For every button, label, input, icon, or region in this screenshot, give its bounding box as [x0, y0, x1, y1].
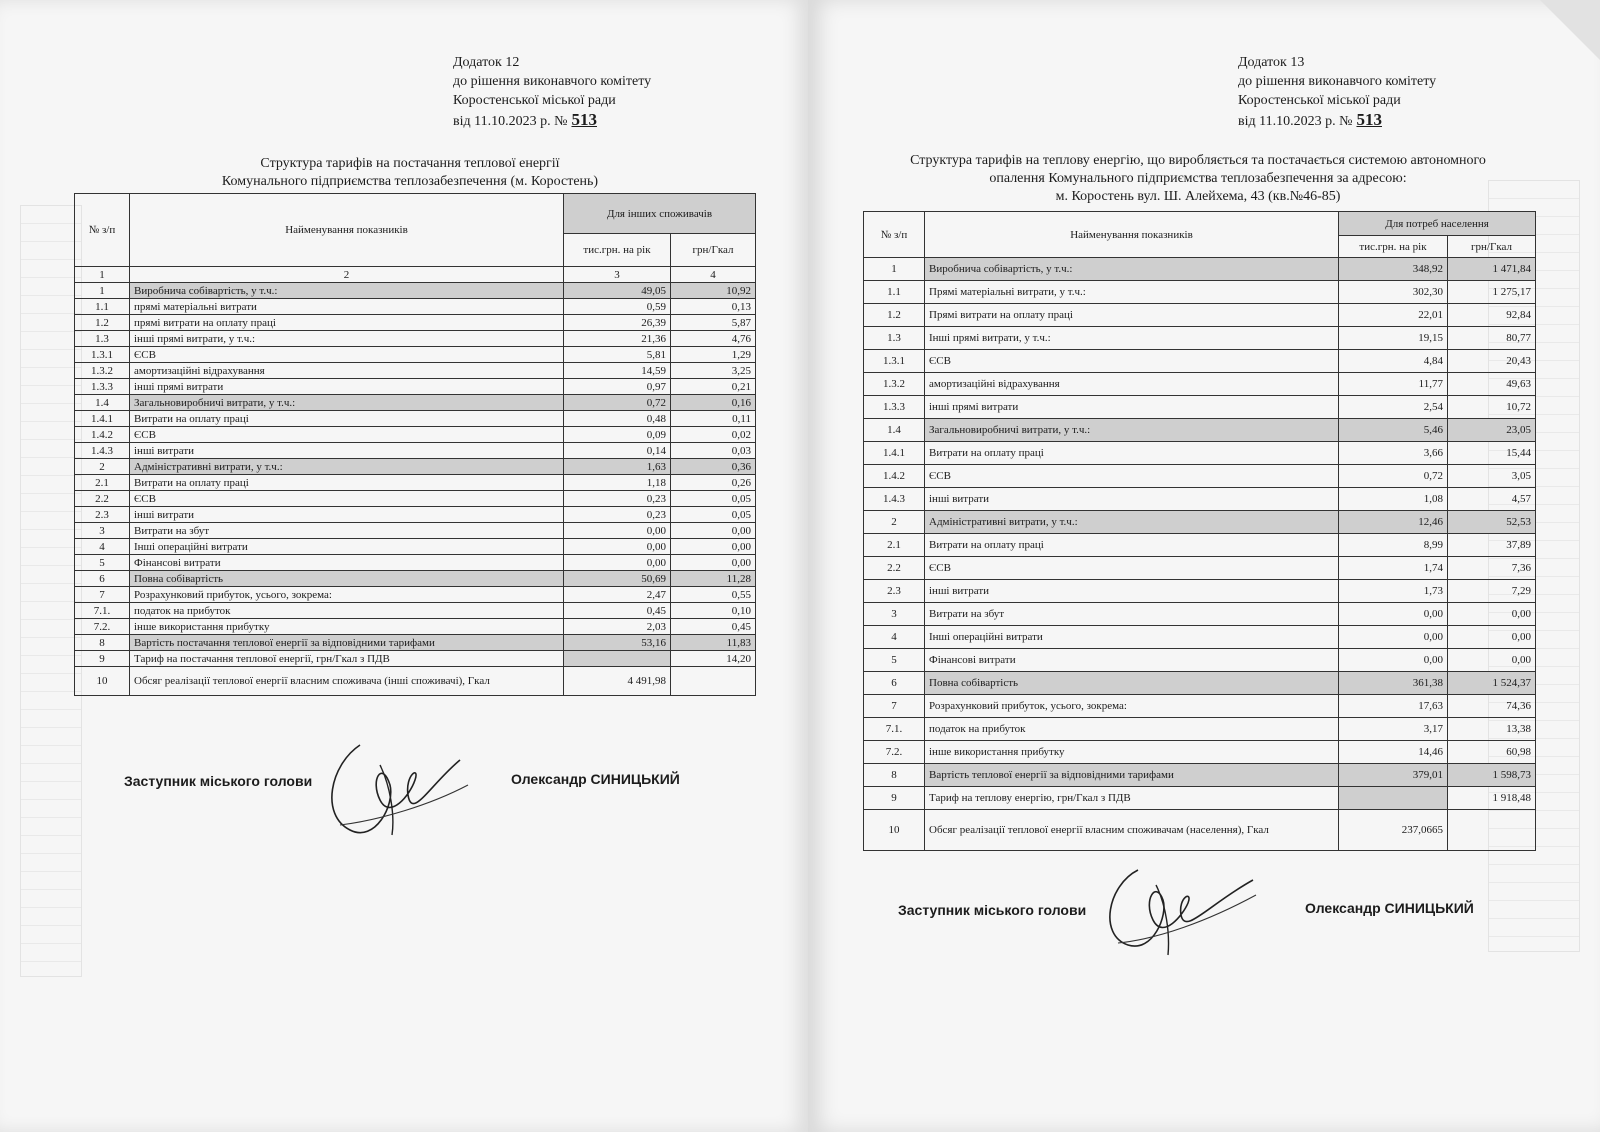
- row-per-gcal-value: 7,36: [1448, 557, 1536, 580]
- row-number-cell: 1.3: [75, 331, 130, 347]
- row-name-cell: Витрати на оплату праці: [130, 475, 564, 491]
- decision-date: від 11.10.2023 р. №: [453, 114, 568, 129]
- table-row: [864, 695, 1536, 718]
- table-row: [864, 741, 1536, 764]
- col-header-group: Для інших споживачів: [564, 194, 756, 234]
- row-number-cell: 1.4.3: [75, 443, 130, 459]
- table-row: [75, 379, 756, 395]
- row-per-gcal-value: 37,89: [1448, 534, 1536, 557]
- row-annual-value: 19,15: [1339, 327, 1448, 350]
- row-per-gcal-value: 0,11: [671, 411, 756, 427]
- signer-title: Заступник міського голови: [898, 902, 1087, 918]
- row-annual-value: 2,03: [564, 619, 671, 635]
- row-annual-value: 0,00: [1339, 603, 1448, 626]
- row-annual-value: 2,54: [1339, 396, 1448, 419]
- tariff-table: [863, 211, 1536, 851]
- row-number-cell: 2.2: [75, 491, 130, 507]
- row-number-cell: 2.1: [864, 534, 925, 557]
- signer-name: Олександр СИНИЦЬКИЙ: [511, 771, 680, 787]
- table-row: [75, 491, 756, 507]
- row-per-gcal-value: 1 524,37: [1448, 672, 1536, 695]
- row-name-cell: Інші операційні витрати: [130, 539, 564, 555]
- row-annual-value: 2,47: [564, 587, 671, 603]
- table-row: [864, 304, 1536, 327]
- row-name-cell: Виробнича собівартість, у т.ч.:: [130, 283, 564, 299]
- row-number-cell: 2.2: [864, 557, 925, 580]
- row-annual-value: 3,17: [1339, 718, 1448, 741]
- row-per-gcal-value: 60,98: [1448, 741, 1536, 764]
- table-row: [75, 667, 756, 696]
- row-number-cell: 1.4.2: [864, 465, 925, 488]
- row-name-cell: Виробнича собівартість, у т.ч.:: [925, 258, 1339, 281]
- row-per-gcal-value: 4,76: [671, 331, 756, 347]
- row-per-gcal-value: 3,05: [1448, 465, 1536, 488]
- row-name-cell: інші прямі витрати: [925, 396, 1339, 419]
- row-number-cell: 1.3: [864, 327, 925, 350]
- row-annual-value: 3,66: [1339, 442, 1448, 465]
- row-per-gcal-value: 0,00: [671, 523, 756, 539]
- bleed-through-text: [100, 62, 103, 78]
- row-annual-value: 0,48: [564, 411, 671, 427]
- row-name-cell: Загальновиробничі витрати, у т.ч.:: [925, 419, 1339, 442]
- document-title: [848, 152, 1548, 206]
- row-number-cell: 2: [864, 511, 925, 534]
- row-annual-value: 5,46: [1339, 419, 1448, 442]
- row-number-cell: 1.4.1: [864, 442, 925, 465]
- table-row: [864, 511, 1536, 534]
- row-name-cell: Витрати на оплату праці: [130, 411, 564, 427]
- row-number-cell: 2: [75, 459, 130, 475]
- addendum-line: до рішення виконавчого комітету: [453, 74, 652, 89]
- row-name-cell: Фінансові витрати: [925, 649, 1339, 672]
- decision-number: 513: [571, 110, 597, 129]
- col-header-name: Найменування показників: [925, 212, 1339, 258]
- row-annual-value: 49,05: [564, 283, 671, 299]
- row-number-cell: 1.3.3: [864, 396, 925, 419]
- table-row: [75, 587, 756, 603]
- table-row: [864, 534, 1536, 557]
- row-per-gcal-value: 13,38: [1448, 718, 1536, 741]
- table-row: [75, 539, 756, 555]
- row-per-gcal-value: 0,05: [671, 507, 756, 523]
- table-row: [864, 603, 1536, 626]
- row-number-cell: 2.1: [75, 475, 130, 491]
- row-per-gcal-value: 15,44: [1448, 442, 1536, 465]
- row-per-gcal-value: 1 471,84: [1448, 258, 1536, 281]
- col-header-number: № з/п: [864, 212, 925, 258]
- row-per-gcal-value: 23,05: [1448, 419, 1536, 442]
- table-row: [75, 555, 756, 571]
- row-number-cell: 5: [75, 555, 130, 571]
- row-annual-value: 0,00: [1339, 626, 1448, 649]
- table-row: [864, 787, 1536, 810]
- row-number-cell: 7.1.: [864, 718, 925, 741]
- row-name-cell: Тариф на постачання теплової енергії, грн/Гкал з ПДВ: [130, 651, 564, 667]
- row-number-cell: 4: [75, 539, 130, 555]
- row-annual-value: 0,72: [1339, 465, 1448, 488]
- row-per-gcal-value: 0,16: [671, 395, 756, 411]
- row-annual-value: 0,97: [564, 379, 671, 395]
- row-number-cell: 1.4: [864, 419, 925, 442]
- table-row: [75, 395, 756, 411]
- row-name-cell: Обсяг реалізації теплової енергії власним споживачам (населення), Гкал: [925, 810, 1339, 851]
- row-name-cell: Обсяг реалізації теплової енергії власним споживача (інші споживачі), Гкал: [130, 667, 564, 696]
- row-name-cell: Інші прямі витрати, у т.ч.:: [925, 327, 1339, 350]
- table-row: [864, 327, 1536, 350]
- row-per-gcal-value: 14,20: [671, 651, 756, 667]
- row-annual-value: 237,0665: [1339, 810, 1448, 851]
- row-annual-value: 0,00: [1339, 649, 1448, 672]
- row-number-cell: 7: [75, 587, 130, 603]
- row-per-gcal-value: 0,26: [671, 475, 756, 491]
- row-name-cell: Прямі витрати на оплату праці: [925, 304, 1339, 327]
- row-name-cell: інші прямі витрати, у т.ч.:: [130, 331, 564, 347]
- row-number-cell: 1: [75, 283, 130, 299]
- row-annual-value: [1339, 787, 1448, 810]
- row-name-cell: Тариф на теплову енергію, грн/Гкал з ПДВ: [925, 787, 1339, 810]
- table-row: [864, 810, 1536, 851]
- row-number-cell: 1.2: [75, 315, 130, 331]
- row-per-gcal-value: 0,55: [671, 587, 756, 603]
- addendum-line: Коростенської міської ради: [1238, 93, 1401, 108]
- row-name-cell: Витрати на оплату праці: [925, 442, 1339, 465]
- table-row: [864, 396, 1536, 419]
- row-name-cell: податок на прибуток: [925, 718, 1339, 741]
- row-name-cell: інше використання прибутку: [130, 619, 564, 635]
- table-row: [75, 411, 756, 427]
- row-annual-value: 0,59: [564, 299, 671, 315]
- row-number-cell: 1.2: [864, 304, 925, 327]
- row-number-cell: 1.4.1: [75, 411, 130, 427]
- row-number-cell: 4: [864, 626, 925, 649]
- row-number-cell: 9: [75, 651, 130, 667]
- row-per-gcal-value: 0,02: [671, 427, 756, 443]
- table-body: [75, 283, 756, 696]
- row-per-gcal-value: 0,10: [671, 603, 756, 619]
- row-per-gcal-value: [671, 667, 756, 696]
- table-row: [75, 283, 756, 299]
- table-row: [864, 350, 1536, 373]
- row-name-cell: прямі витрати на оплату праці: [130, 315, 564, 331]
- table-body: [864, 258, 1536, 851]
- handwritten-signature: [320, 725, 470, 855]
- row-number-cell: 8: [864, 764, 925, 787]
- col-header-group: Для потреб населення: [1339, 212, 1536, 236]
- signer-title: Заступник міського голови: [124, 773, 313, 789]
- row-name-cell: Вартість теплової енергії за відповідними тарифами: [925, 764, 1339, 787]
- handwritten-signature: [1088, 855, 1258, 965]
- row-annual-value: 0,00: [564, 523, 671, 539]
- table-row: [75, 443, 756, 459]
- row-number-cell: 7.2.: [75, 619, 130, 635]
- table-row: [864, 465, 1536, 488]
- table-row: [864, 442, 1536, 465]
- table-row: [75, 363, 756, 379]
- row-annual-value: 0,23: [564, 491, 671, 507]
- folded-corner: [1540, 0, 1600, 60]
- row-per-gcal-value: 0,36: [671, 459, 756, 475]
- table-row: [864, 580, 1536, 603]
- row-annual-value: 14,46: [1339, 741, 1448, 764]
- right-page: [808, 0, 1600, 1132]
- row-per-gcal-value: 0,21: [671, 379, 756, 395]
- table-row: [75, 507, 756, 523]
- row-annual-value: 361,38: [1339, 672, 1448, 695]
- row-number-cell: 1.4.2: [75, 427, 130, 443]
- title-line: Структура тарифів на постачання теплової енергії: [260, 156, 560, 171]
- row-number-cell: 2.3: [864, 580, 925, 603]
- document-title: [140, 155, 680, 191]
- row-per-gcal-value: 4,57: [1448, 488, 1536, 511]
- row-name-cell: Вартість постачання теплової енергії за відповідними тарифами: [130, 635, 564, 651]
- row-per-gcal-value: 0,00: [1448, 649, 1536, 672]
- table-row: [75, 427, 756, 443]
- row-name-cell: інші витрати: [925, 580, 1339, 603]
- addendum-title: Додаток 12: [453, 55, 520, 70]
- row-annual-value: [564, 651, 671, 667]
- row-name-cell: інші прямі витрати: [130, 379, 564, 395]
- row-per-gcal-value: 7,29: [1448, 580, 1536, 603]
- row-name-cell: інше використання прибутку: [925, 741, 1339, 764]
- row-annual-value: 0,23: [564, 507, 671, 523]
- table-row: [864, 258, 1536, 281]
- table-row: [75, 571, 756, 587]
- row-number-cell: 1.1: [75, 299, 130, 315]
- col-number-cell: 1: [75, 267, 130, 283]
- table-row: [864, 626, 1536, 649]
- row-name-cell: Витрати на збут: [130, 523, 564, 539]
- row-annual-value: 14,59: [564, 363, 671, 379]
- row-number-cell: 1.3.1: [75, 347, 130, 363]
- row-per-gcal-value: 0,03: [671, 443, 756, 459]
- row-annual-value: 4,84: [1339, 350, 1448, 373]
- row-number-cell: 5: [864, 649, 925, 672]
- row-per-gcal-value: 0,45: [671, 619, 756, 635]
- row-name-cell: Адміністративні витрати, у т.ч.:: [925, 511, 1339, 534]
- table-row: [864, 764, 1536, 787]
- row-annual-value: 21,36: [564, 331, 671, 347]
- row-per-gcal-value: 0,00: [1448, 603, 1536, 626]
- row-annual-value: 12,46: [1339, 511, 1448, 534]
- row-per-gcal-value: 10,72: [1448, 396, 1536, 419]
- row-number-cell: 7: [864, 695, 925, 718]
- row-per-gcal-value: 11,83: [671, 635, 756, 651]
- bleed-through-table: [20, 205, 82, 977]
- row-per-gcal-value: 1 598,73: [1448, 764, 1536, 787]
- row-per-gcal-value: 74,36: [1448, 695, 1536, 718]
- row-name-cell: ЄСВ: [925, 465, 1339, 488]
- table-row: [75, 651, 756, 667]
- row-per-gcal-value: 0,13: [671, 299, 756, 315]
- row-annual-value: 1,73: [1339, 580, 1448, 603]
- row-name-cell: Повна собівартість: [130, 571, 564, 587]
- col-header-per-gcal: грн/Гкал: [1448, 236, 1536, 258]
- row-name-cell: інші витрати: [925, 488, 1339, 511]
- addendum-header: [453, 53, 651, 131]
- row-name-cell: податок на прибуток: [130, 603, 564, 619]
- row-name-cell: ЄСВ: [130, 427, 564, 443]
- title-line: опалення Комунального підприємства теплозабезпечення за адресою:: [989, 171, 1407, 186]
- table-row: [75, 619, 756, 635]
- table-row: [75, 603, 756, 619]
- row-per-gcal-value: 92,84: [1448, 304, 1536, 327]
- row-number-cell: 1.1: [864, 281, 925, 304]
- row-per-gcal-value: 49,63: [1448, 373, 1536, 396]
- col-header-name: Найменування показників: [130, 194, 564, 267]
- row-per-gcal-value: 11,28: [671, 571, 756, 587]
- decision-number: 513: [1356, 110, 1382, 129]
- row-annual-value: 1,18: [564, 475, 671, 491]
- row-number-cell: 10: [75, 667, 130, 696]
- addendum-line: до рішення виконавчого комітету: [1238, 74, 1437, 89]
- row-number-cell: 10: [864, 810, 925, 851]
- row-annual-value: 0,00: [564, 555, 671, 571]
- col-number-cell: 3: [564, 267, 671, 283]
- row-number-cell: 1: [864, 258, 925, 281]
- row-name-cell: ЄСВ: [925, 350, 1339, 373]
- row-name-cell: прямі матеріальні витрати: [130, 299, 564, 315]
- row-name-cell: Витрати на оплату праці: [925, 534, 1339, 557]
- row-annual-value: 53,16: [564, 635, 671, 651]
- row-number-cell: 6: [864, 672, 925, 695]
- row-name-cell: Загальновиробничі витрати, у т.ч.:: [130, 395, 564, 411]
- row-per-gcal-value: 10,92: [671, 283, 756, 299]
- row-number-cell: 8: [75, 635, 130, 651]
- row-annual-value: 5,81: [564, 347, 671, 363]
- table-row: [75, 331, 756, 347]
- row-per-gcal-value: 0,05: [671, 491, 756, 507]
- table-row: [75, 459, 756, 475]
- addendum-header: [1238, 53, 1436, 131]
- signer-name: Олександр СИНИЦЬКИЙ: [1305, 900, 1474, 916]
- row-annual-value: 8,99: [1339, 534, 1448, 557]
- title-line: Структура тарифів на теплову енергію, що виробляється та постачається системою автономного: [910, 153, 1486, 168]
- table-row: [864, 373, 1536, 396]
- row-number-cell: 1.3.2: [75, 363, 130, 379]
- row-number-cell: 1.4.3: [864, 488, 925, 511]
- table-row: [864, 672, 1536, 695]
- row-name-cell: Інші операційні витрати: [925, 626, 1339, 649]
- row-annual-value: 50,69: [564, 571, 671, 587]
- col-header-annual: тис.грн. на рік: [564, 234, 671, 267]
- row-number-cell: 1.3.2: [864, 373, 925, 396]
- row-per-gcal-value: 1 918,48: [1448, 787, 1536, 810]
- row-number-cell: 6: [75, 571, 130, 587]
- row-name-cell: Адміністративні витрати, у т.ч.:: [130, 459, 564, 475]
- row-name-cell: Витрати на збут: [925, 603, 1339, 626]
- row-per-gcal-value: 3,25: [671, 363, 756, 379]
- decision-date: від 11.10.2023 р. №: [1238, 114, 1353, 129]
- row-annual-value: 0,00: [564, 539, 671, 555]
- table-row: [864, 488, 1536, 511]
- row-name-cell: інші витрати: [130, 443, 564, 459]
- row-annual-value: 0,45: [564, 603, 671, 619]
- row-annual-value: 1,74: [1339, 557, 1448, 580]
- row-name-cell: Розрахунковий прибуток, усього, зокрема:: [130, 587, 564, 603]
- row-name-cell: Повна собівартість: [925, 672, 1339, 695]
- col-header-annual: тис.грн. на рік: [1339, 236, 1448, 258]
- row-annual-value: 302,30: [1339, 281, 1448, 304]
- row-number-cell: 2.3: [75, 507, 130, 523]
- table-row: [75, 475, 756, 491]
- row-annual-value: 22,01: [1339, 304, 1448, 327]
- row-name-cell: ЄСВ: [130, 347, 564, 363]
- row-annual-value: 4 491,98: [564, 667, 671, 696]
- row-number-cell: 1.3.3: [75, 379, 130, 395]
- row-annual-value: 348,92: [1339, 258, 1448, 281]
- row-number-cell: 7.1.: [75, 603, 130, 619]
- row-name-cell: амортизаційні відрахування: [130, 363, 564, 379]
- row-number-cell: 1.4: [75, 395, 130, 411]
- col-number-cell: 2: [130, 267, 564, 283]
- row-per-gcal-value: 0,00: [671, 539, 756, 555]
- addendum-date: [1238, 110, 1436, 131]
- table-row: [75, 299, 756, 315]
- row-annual-value: 1,63: [564, 459, 671, 475]
- col-header-number: № з/п: [75, 194, 130, 267]
- table-row: [864, 557, 1536, 580]
- row-annual-value: 11,77: [1339, 373, 1448, 396]
- row-per-gcal-value: 1,29: [671, 347, 756, 363]
- row-per-gcal-value: [1448, 810, 1536, 851]
- row-per-gcal-value: 1 275,17: [1448, 281, 1536, 304]
- table-row: [75, 315, 756, 331]
- table-row: [75, 635, 756, 651]
- row-annual-value: 17,63: [1339, 695, 1448, 718]
- addendum-date: [453, 110, 651, 131]
- table-row: [864, 419, 1536, 442]
- row-number-cell: 9: [864, 787, 925, 810]
- row-per-gcal-value: 0,00: [671, 555, 756, 571]
- row-name-cell: Прямі матеріальні витрати, у т.ч.:: [925, 281, 1339, 304]
- row-number-cell: 3: [864, 603, 925, 626]
- row-per-gcal-value: 20,43: [1448, 350, 1536, 373]
- row-number-cell: 1.3.1: [864, 350, 925, 373]
- row-annual-value: 0,72: [564, 395, 671, 411]
- col-number-cell: 4: [671, 267, 756, 283]
- table-row: [75, 523, 756, 539]
- row-name-cell: інші витрати: [130, 507, 564, 523]
- row-annual-value: 379,01: [1339, 764, 1448, 787]
- row-annual-value: 0,14: [564, 443, 671, 459]
- title-line: Комунального підприємства теплозабезпечення (м. Коростень): [221, 174, 599, 189]
- table-row: [864, 649, 1536, 672]
- row-annual-value: 26,39: [564, 315, 671, 331]
- row-name-cell: ЄСВ: [925, 557, 1339, 580]
- row-name-cell: Фінансові витрати: [130, 555, 564, 571]
- title-line: м. Коростень вул. Ш. Алейхема, 43 (кв.№46-85): [1055, 189, 1341, 204]
- addendum-line: Коростенської міської ради: [453, 93, 616, 108]
- row-name-cell: Розрахунковий прибуток, усього, зокрема:: [925, 695, 1339, 718]
- row-per-gcal-value: 80,77: [1448, 327, 1536, 350]
- row-annual-value: 0,09: [564, 427, 671, 443]
- row-per-gcal-value: 5,87: [671, 315, 756, 331]
- col-header-per-gcal: грн/Гкал: [671, 234, 756, 267]
- row-per-gcal-value: 0,00: [1448, 626, 1536, 649]
- row-number-cell: 3: [75, 523, 130, 539]
- addendum-title: Додаток 13: [1238, 55, 1305, 70]
- table-row: [864, 718, 1536, 741]
- table-row: [75, 347, 756, 363]
- row-name-cell: амортизаційні відрахування: [925, 373, 1339, 396]
- row-number-cell: 7.2.: [864, 741, 925, 764]
- tariff-table: [74, 193, 756, 696]
- row-annual-value: 1,08: [1339, 488, 1448, 511]
- table-row: [864, 281, 1536, 304]
- row-name-cell: ЄСВ: [130, 491, 564, 507]
- row-per-gcal-value: 52,53: [1448, 511, 1536, 534]
